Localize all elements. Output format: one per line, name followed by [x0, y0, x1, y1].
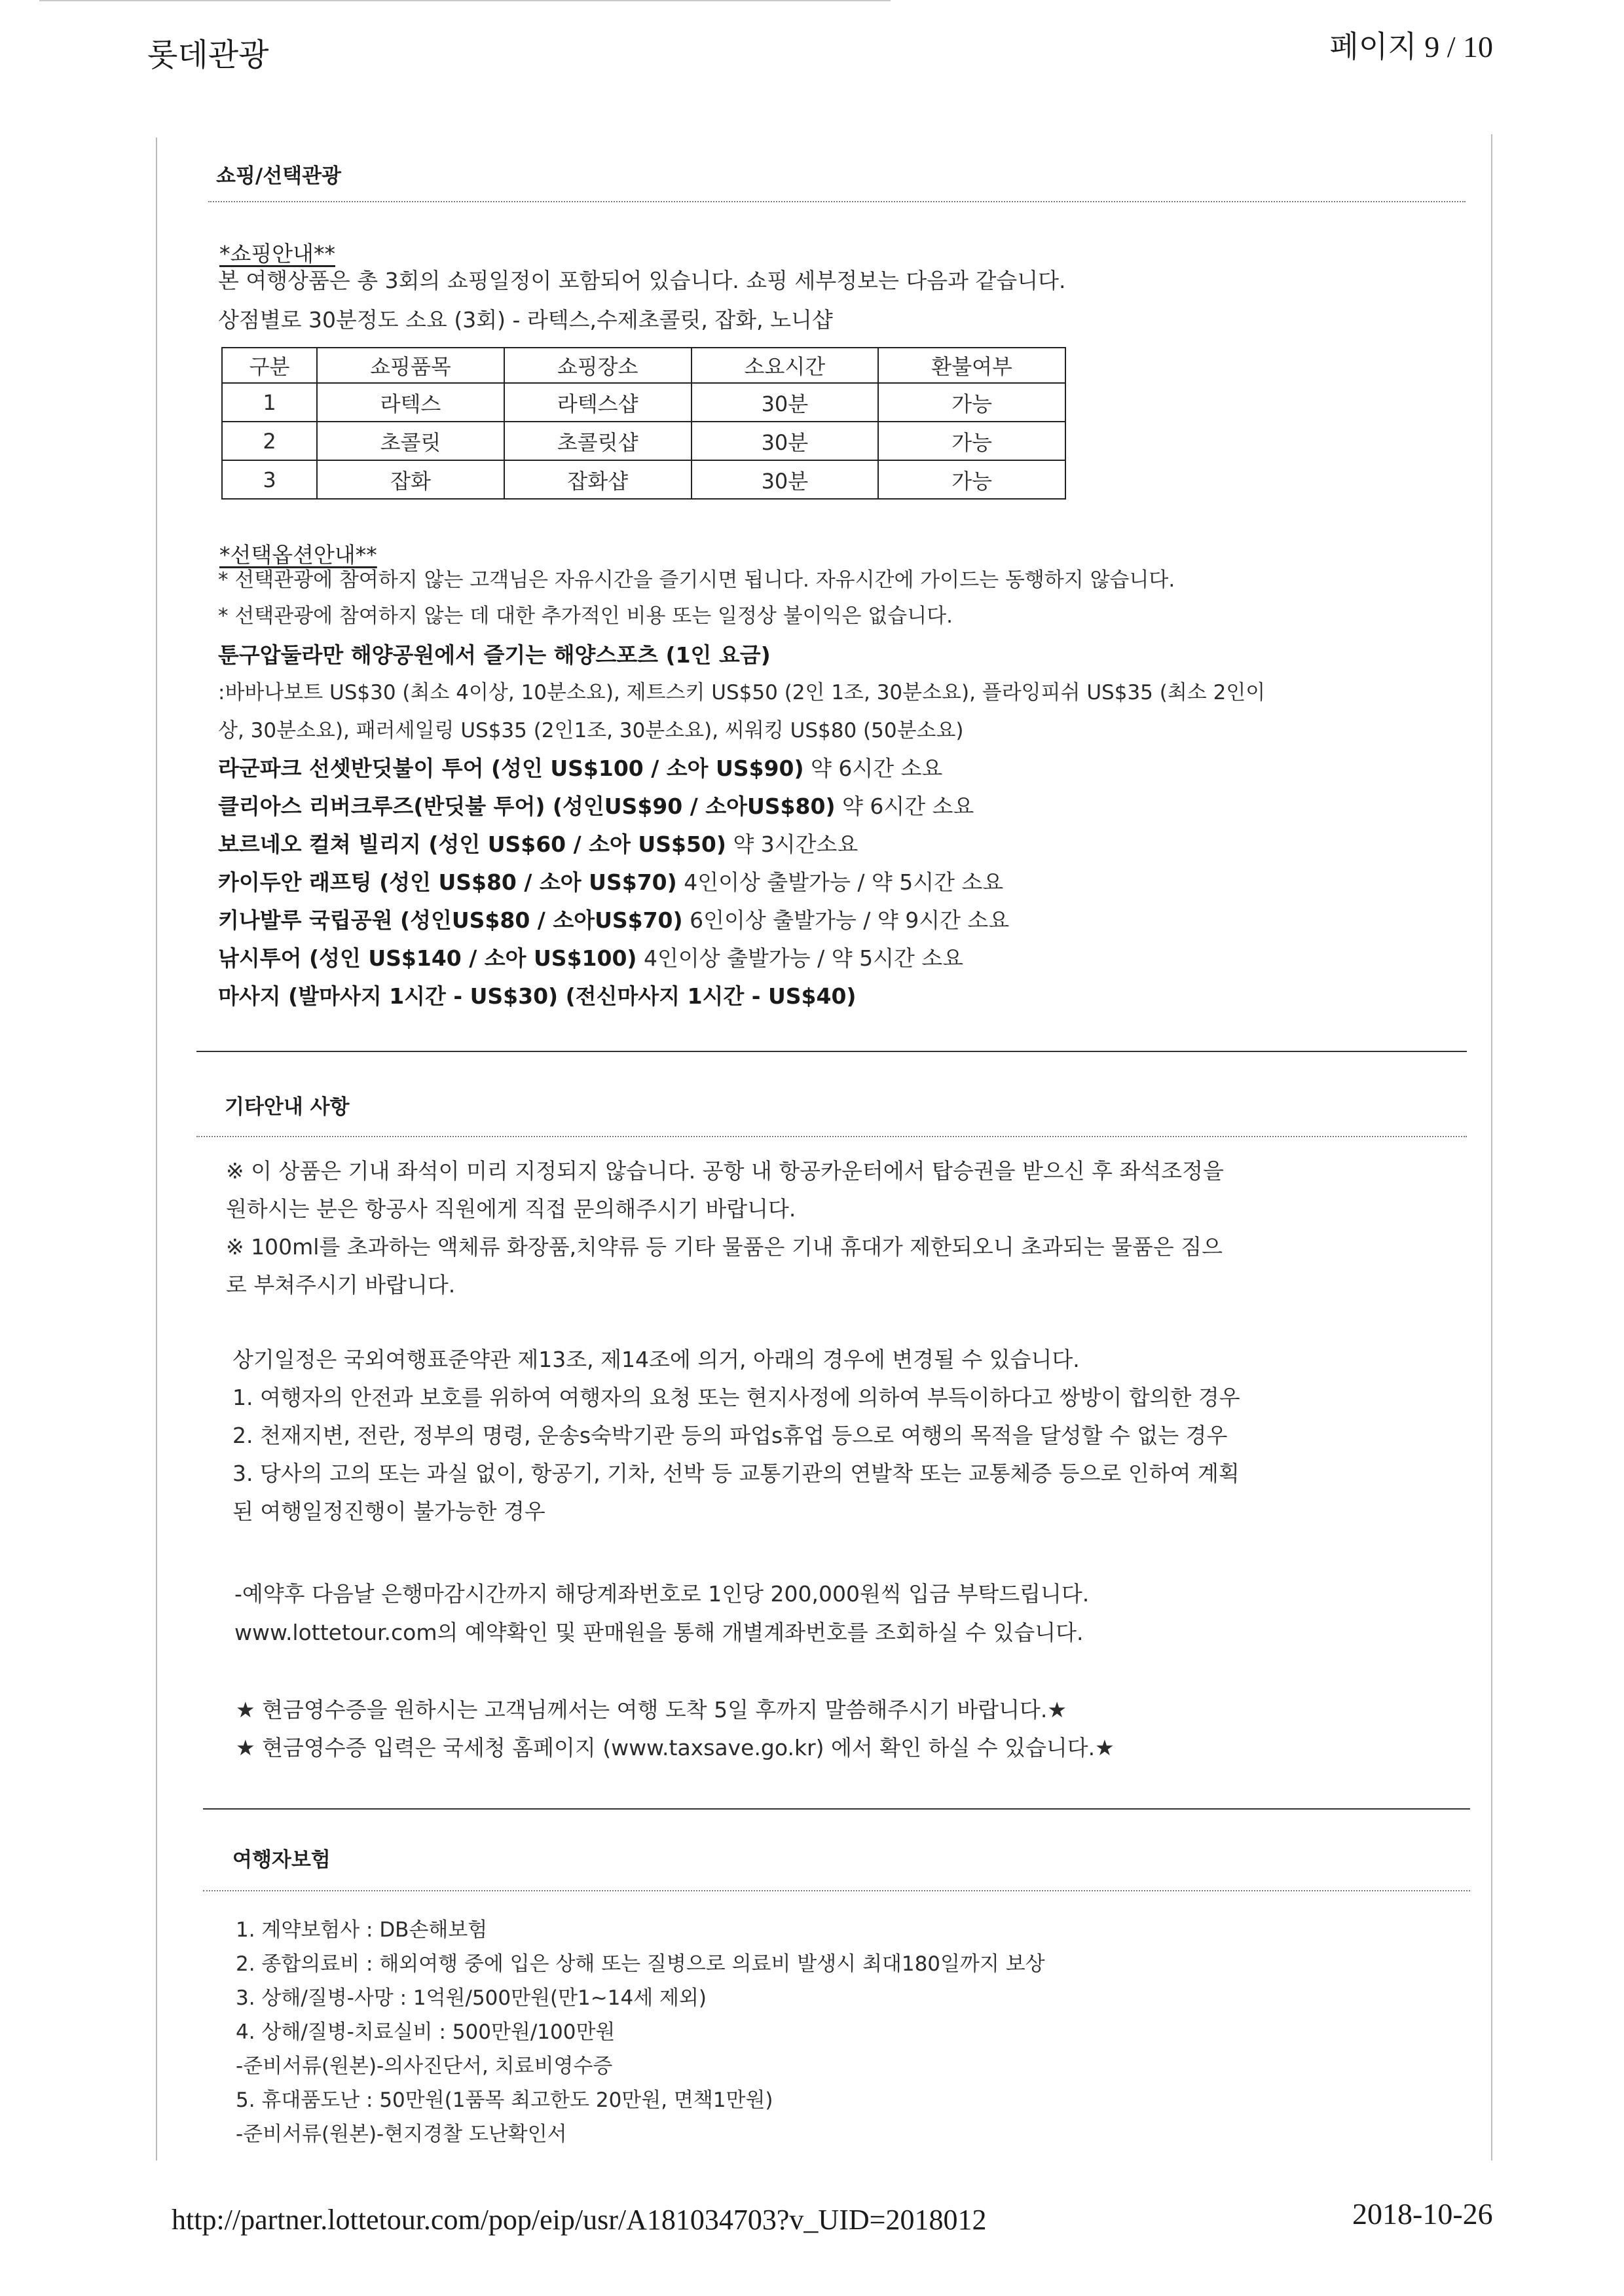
cash-receipt-notice-2: ★ 현금영수증 입력은 국세청 홈페이지 (www.taxsave.go.kr) 에서 확인 하실 수 있습니다.★ [236, 1735, 1115, 1760]
tour-kiulu-rafting: 카이두안 래프팅 (성인 US$80 / 소아 US$70) 4인이상 출발가능 / 약 5시간 소요 [218, 869, 1004, 895]
content-frame-left-border [156, 137, 157, 2160]
notice-line-4: 로 부쳐주시기 바랍니다. [226, 1272, 456, 1298]
insurance-line-6: 5. 휴대품도난 : 50만원(1품목 최고한도 20만원, 면책1만원) [236, 2088, 773, 2112]
notice-line-2: 원하시는 분은 항공사 직원에게 직접 문의해주시기 바랍니다. [226, 1196, 796, 1222]
section-divider-dotted [196, 1136, 1467, 1137]
payment-notice-2: www.lottetour.com의 예약확인 및 판매원을 통해 개별계좌번호를 조회하실 수 있습니다. [234, 1620, 1084, 1645]
change-policy-item-3-cont: 된 여행일정진행이 불가능한 경우 [232, 1499, 545, 1524]
shop-intro-line-2: 상점별로 30분정도 소요 (3회) - 라텍스,수제초콜릿, 잡화, 노니샵 [218, 307, 833, 333]
option-note-1: * 선택관광에 참여하지 않는 고객님은 자유시간을 즐기시면 됩니다. 자유시간에 가이드는 동행하지 않습니다. [218, 568, 1175, 592]
table-cell: 잡화 [317, 460, 504, 499]
tour-klias-river-cruise: 클리아스 리버크루즈(반딧불 투어) (성인US$90 / 소아US$80) 약 6시간 소요 [218, 793, 974, 819]
table-cell: 가능 [878, 422, 1065, 460]
tour-fishing: 낚시투어 (성인 US$140 / 소아 US$100) 4인이상 출발가능 / 약 5시간 소요 [218, 945, 964, 971]
table-cell: 가능 [878, 383, 1065, 422]
shop-intro-line-1: 본 여행상품은 총 3회의 쇼핑일정이 포함되어 있습니다. 쇼핑 세부정보는 다음과 같습니다. [218, 268, 1066, 293]
change-policy-item-3: 3. 당사의 고의 또는 과실 없이, 항공기, 기차, 선박 등 교통기관의 연발착 또는 교통체증 등으로 인하여 계획 [232, 1461, 1240, 1486]
table-cell: 3 [222, 460, 317, 499]
insurance-line-7: -준비서류(원본)-현지경찰 도난확인서 [236, 2123, 567, 2146]
table-cell: 30분 [692, 422, 879, 460]
section-divider-dotted [208, 201, 1466, 202]
section-divider [203, 1808, 1470, 1810]
tour-kinabalu-park: 키나발루 국립공원 (성인US$80 / 소아US$70) 6인이상 출발가능 / 약 9시간 소요 [218, 907, 1010, 933]
tour-borneo-culture-village: 보르네오 컬쳐 빌리지 (성인 US$60 / 소아 US$50) 약 3시간소요 [218, 831, 858, 857]
insurance-line-4: 4. 상해/질병-치료실비 : 500만원/100만원 [236, 2020, 616, 2044]
page-label: 페이지 [1329, 29, 1417, 64]
table-cell: 라텍스 [317, 383, 504, 422]
table-cell: 잡화샵 [504, 460, 692, 499]
insurance-line-2: 2. 종합의료비 : 해외여행 중에 입은 상해 또는 질병으로 의료비 발생시 최대180일까지 보상 [236, 1952, 1045, 1976]
col-header-category: 구분 [222, 348, 317, 383]
change-policy-intro: 상기일정은 국외여행표준약관 제13조, 제14조에 의거, 아래의 경우에 변경될 수 있습니다. [232, 1347, 1080, 1372]
marine-sports-line-1: :바바나보트 US$30 (최소 4이상, 10분소요), 제트스키 US$50 (2인 1조, 30분소요), 플라잉피쉬 US$35 (최소 2인이 [218, 681, 1266, 704]
shopping-table [221, 347, 1066, 500]
tour-massage: 마사지 (발마사지 1시간 - US$30) (전신마사지 1시간 - US$40) [218, 983, 857, 1009]
col-header-item: 쇼핑품목 [317, 348, 504, 383]
table-row [222, 460, 1065, 499]
table-cell: 초콜릿 [317, 422, 504, 460]
insurance-line-1: 1. 계약보험사 : DB손해보험 [236, 1918, 488, 1942]
section-divider [196, 1051, 1467, 1052]
table-cell: 라텍스샵 [504, 383, 692, 422]
marine-sports-line-2: 상, 30분소요), 패러세일링 US$35 (2인1조, 30분소요), 씨워킹 US$80 (50분소요) [218, 719, 964, 742]
tour-lagoon-park: 라군파크 선셋반딧불이 투어 (성인 US$100 / 소아 US$90) 약 6시간 소요 [218, 756, 943, 781]
change-policy-item-2: 2. 천재지변, 전란, 정부의 명령, 운송s숙박기관 등의 파업s휴업 등으로 여행의 목적을 달성할 수 없는 경우 [232, 1423, 1228, 1448]
footer-url: http://partner.lottetour.com/pop/eip/usr/A181034703?v_UID=2018012 [172, 2204, 987, 2236]
option-info-title: *선택옵션안내** [219, 542, 377, 568]
col-header-refund: 환불여부 [878, 348, 1065, 383]
option-note-2: * 선택관광에 참여하지 않는 데 대한 추가적인 비용 또는 일정상 불이익은 없습니다. [218, 604, 953, 628]
table-row [222, 383, 1065, 422]
table-cell: 초콜릿샵 [504, 422, 692, 460]
notice-line-1: ※ 이 상품은 기내 좌석이 미리 지정되지 않습니다. 공항 내 항공카운터에서 탑승권을 받으신 후 좌석조정을 [226, 1158, 1224, 1184]
table-cell: 가능 [878, 460, 1065, 499]
section-title-etc: 기타안내 사항 [225, 1095, 350, 1119]
col-header-duration: 소요시간 [692, 348, 879, 383]
cash-receipt-notice-1: ★ 현금영수증을 원하시는 고객님께서는 여행 도착 5일 후까지 말씀해주시기 바랍니다.★ [236, 1697, 1067, 1722]
section-title-insurance: 여행자보험 [232, 1848, 331, 1872]
content-frame-right-border [1491, 134, 1492, 2160]
payment-notice-1: -예약후 다음날 은행마감시간까지 해당계좌번호로 1인당 200,000원씩 입금 부탁드립니다. [234, 1581, 1090, 1607]
table-cell: 2 [222, 422, 317, 460]
page-number: 9 / 10 [1424, 30, 1493, 64]
section-divider-dotted [203, 1890, 1470, 1891]
brand-name: 롯데관광 [147, 37, 269, 73]
table-cell: 1 [222, 383, 317, 422]
table-cell: 30분 [692, 383, 879, 422]
page-indicator [1329, 23, 1493, 66]
col-header-place: 쇼핑장소 [504, 348, 692, 383]
insurance-line-3: 3. 상해/질병-사망 : 1억원/500만원(만1~14세 제외) [236, 1986, 707, 2010]
insurance-line-5: -준비서류(원본)-의사진단서, 치료비영수증 [236, 2054, 613, 2078]
table-row [222, 422, 1065, 460]
shopping-table-header-row [222, 348, 1065, 383]
shop-info-title: *쇼핑안내** [219, 241, 336, 266]
marine-sports-title: 툰구압둘라만 해양공원에서 즐기는 해양스포츠 (1인 요금) [218, 642, 771, 668]
footer-date: 2018-10-26 [1352, 2197, 1493, 2231]
scan-top-line [39, 0, 891, 1]
notice-line-3: ※ 100ml를 초과하는 액체류 화장품,치약류 등 기타 물품은 기내 휴대가 제한되오니 초과되는 물품은 짐으 [226, 1234, 1223, 1260]
section-title-shopping: 쇼핑/선택관광 [216, 164, 341, 188]
change-policy-item-1: 1. 여행자의 안전과 보호를 위하여 여행자의 요청 또는 현지사정에 의하여 부득이하다고 쌍방이 합의한 경우 [232, 1385, 1240, 1410]
table-cell: 30분 [692, 460, 879, 499]
